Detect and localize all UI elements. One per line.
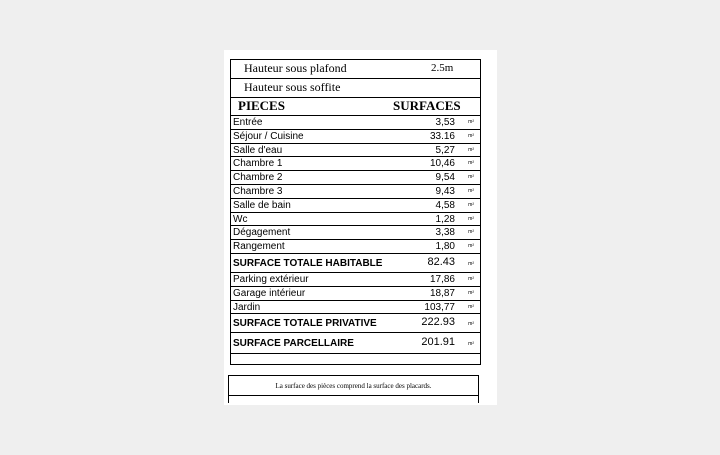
room-surface: 9,54 [435,172,455,184]
unit-label: m² [468,289,474,296]
exterior-name: Jardin [233,301,261,313]
exterior-surface: 103,77 [424,301,455,313]
total-habitable-label: SURFACE TOTALE HABITABLE [233,257,383,269]
unit-label: m² [468,174,474,181]
total-private-value: 222.93 [421,316,455,329]
ceiling-height-row [231,60,480,79]
column-headers [231,98,480,116]
table-row [231,287,480,301]
table-row [231,116,480,130]
unit-label: m² [468,187,474,194]
unit-label: m² [468,341,474,348]
unit-label: m² [468,146,474,153]
room-surface: 1,28 [435,213,455,225]
total-private-label: SURFACE TOTALE PRIVATIVE [233,318,377,330]
table-row [231,273,480,287]
room-name: Chambre 1 [233,158,283,170]
room-name: Wc [233,213,248,225]
room-surface: 33.16 [429,130,455,142]
table-row [231,199,480,213]
table-row [231,185,480,199]
table-row [231,226,480,240]
table-row [231,130,480,144]
room-surface: 1,80 [435,241,455,253]
room-surface: 9,43 [435,185,455,197]
room-name: Chambre 3 [233,185,283,197]
table-row [231,213,480,227]
table-row [231,171,480,185]
room-surface: 5,27 [435,144,455,156]
footnote-divider [229,395,478,396]
room-name: Rangement [233,241,285,253]
unit-label: m² [468,215,474,222]
room-surface: 4,58 [435,199,455,211]
room-name: Chambre 2 [233,172,283,184]
surface-table [230,59,481,365]
unit-label: m² [468,321,474,328]
room-name: Dégagement [233,227,291,239]
table-row [231,144,480,158]
exterior-name: Parking extérieur [233,273,309,285]
room-name: Séjour / Cuisine [233,130,304,142]
room-surface: 3,38 [435,227,455,239]
room-name: Salle d'eau [233,144,283,156]
unit-label: m² [468,132,474,139]
parcel-surface-value: 201.91 [421,336,455,349]
unit-label: m² [468,119,474,125]
exterior-surface: 18,87 [429,287,455,299]
table-row [231,157,480,171]
empty-row [231,354,480,365]
footnote-text: La surface des pièces comprend la surface des placards. [275,382,432,390]
ceiling-height-label: Hauteur sous plafond [244,61,347,75]
unit-label: m² [468,275,474,282]
parcel-surface-label: SURFACE PARCELLAIRE [233,338,354,350]
unit-label: m² [468,243,474,250]
unit-label: m² [468,229,474,236]
parcel-surface-row [231,333,480,354]
unit-label: m² [468,303,474,310]
exterior-surface: 17,86 [429,273,455,285]
room-name: Salle de bain [233,199,291,211]
rooms-column-header: PIECES [238,98,285,113]
room-name: Entrée [233,117,263,128]
total-private-row [231,314,480,333]
room-surface: 3,53 [435,117,455,128]
surfaces-column-header: SURFACES [393,98,461,113]
unit-label: m² [468,160,474,167]
footnote-box [228,375,479,403]
unit-label: m² [468,201,474,208]
total-habitable-row [231,254,480,273]
table-row [231,301,480,315]
table-row [231,240,480,254]
soffit-height-row [231,79,480,98]
ceiling-height-value: 2.5m [431,62,454,74]
total-habitable-value: 82.43 [427,255,455,268]
exterior-name: Garage intérieur [233,287,306,299]
document-page [224,50,497,405]
room-surface: 10,46 [429,158,455,170]
unit-label: m² [468,260,474,267]
soffit-height-label: Hauteur sous soffite [244,80,341,94]
